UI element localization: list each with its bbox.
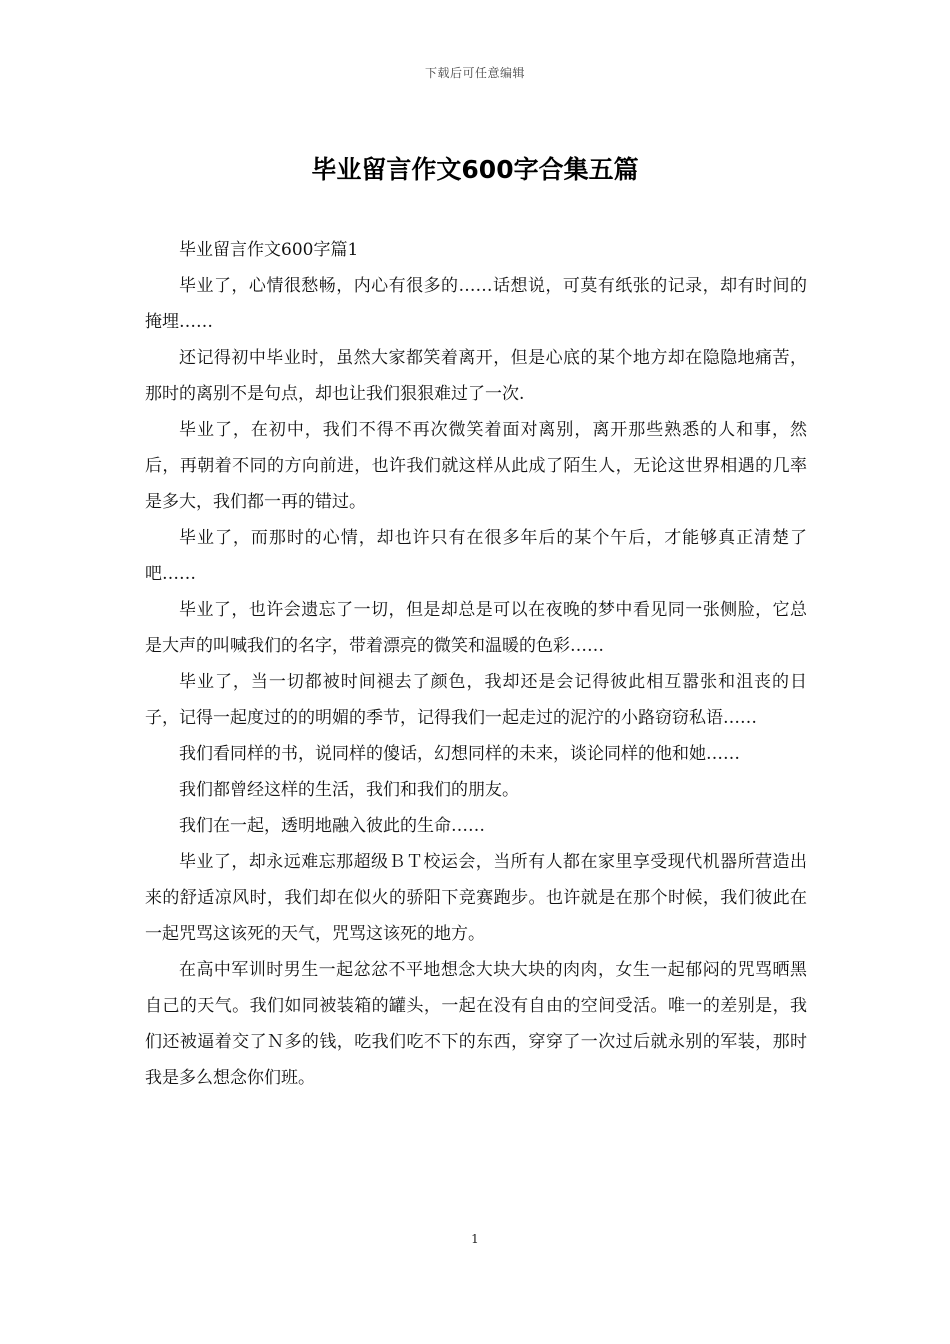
- header-note: 下载后可任意编辑: [424, 66, 525, 80]
- paragraph: 毕业了，而那时的心情，却也许只有在很多年后的某个午后，才能够真正清楚了吧……: [145, 528, 807, 584]
- paragraph: 毕业了，却永远难忘那超级ＢＴ校运会，当所有人都在家里享受现代机器所营造出来的舒适凉风时，我们却在似火的骄阳下竞赛跑步。也许就是在那个时候，我们彼此在一起咒骂这该死的天气，咒骂这该死的地方。: [145, 852, 807, 944]
- document-title: 毕业留言作文600字合集五篇: [311, 155, 639, 184]
- paragraph: 在高中军训时男生一起忿忿不平地想念大块大块的肉肉，女生一起郁闷的咒骂晒黑自己的天气。我们如同被装箱的罐头，一起在没有自由的空间受活。唯一的差别是，我们还被逼着交了Ｎ多的钱，吃我们吃不下的东西，穿穿了一次过后就永别的军装，那时我是多么想念你们班。: [145, 960, 807, 1088]
- page-number: 1: [471, 1232, 479, 1246]
- paragraph: 我们都曾经这样的生活，我们和我们的朋友。: [179, 780, 519, 800]
- paragraph: 我们在一起，透明地融入彼此的生命……: [179, 816, 485, 836]
- paragraph: 还记得初中毕业时，虽然大家都笑着离开，但是心底的某个地方却在隐隐地痛苦，那时的离别不是句点，却也让我们狠狠难过了一次.: [145, 348, 807, 404]
- section-heading: 毕业留言作文600字篇1: [179, 240, 359, 260]
- document-body: [145, 232, 807, 1096]
- paragraph: 毕业了，心情很愁畅，内心有很多的……话想说，可莫有纸张的记录，却有时间的掩埋……: [145, 276, 807, 332]
- paragraph: 毕业了，在初中，我们不得不再次微笑着面对离别，离开那些熟悉的人和事，然后，再朝着不同的方向前进，也许我们就这样从此成了陌生人，无论这世界相遇的几率是多大，我们都一再的错过。: [145, 420, 807, 512]
- paragraph: 毕业了，当一切都被时间褪去了颜色，我却还是会记得彼此相互嚣张和沮丧的日子，记得一起度过的的明媚的季节，记得我们一起走过的泥泞的小路窃窃私语……: [145, 672, 807, 728]
- paragraph: 毕业了，也许会遗忘了一切，但是却总是可以在夜晚的梦中看见同一张侧脸，它总是大声的叫喊我们的名字，带着漂亮的微笑和温暖的色彩……: [145, 600, 807, 656]
- paragraph: 我们看同样的书，说同样的傻话，幻想同样的未来，谈论同样的他和她……: [179, 744, 740, 764]
